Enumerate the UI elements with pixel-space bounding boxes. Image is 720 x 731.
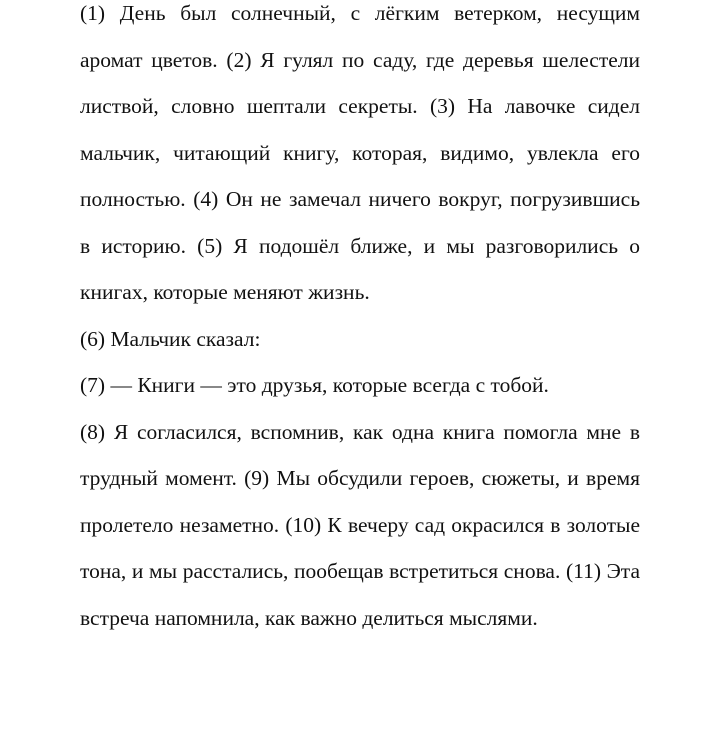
paragraph-2: (6) Мальчик сказал: (80, 326, 261, 351)
paragraph-3: (7) — Книги — это друзья, которые всегда с тобой. (80, 373, 549, 397)
paragraph-1: (1) День был солнечный, с лёгким ветерком, несущим аромат цветов. (2) Я гулял по саду, где деревья шелестели листвой, словно шептали секреты. (3) На лавочке сидел мальчик, читающий книгу, которая, видимо, увлекла его полностью. (4) Он не замечал ничего вокруг, погрузившись в историю. (5) Я подошёл ближе, и мы разговорились о книгах, которые меняют жизнь. (80, 1, 640, 304)
paragraph-4: (8) Я согласился, вспомнив, как одна книга помогла мне в трудный момент. (9) Мы обсудили героев, сюжеты, и время пролетело незаметно. (10) К вечеру сад окрасился в золотые тона, и мы расстались, пообещав встретиться снова. (11) Эта встреча напомнила, как важно делиться мыслями. (80, 419, 640, 630)
document-page (80, 0, 640, 641)
